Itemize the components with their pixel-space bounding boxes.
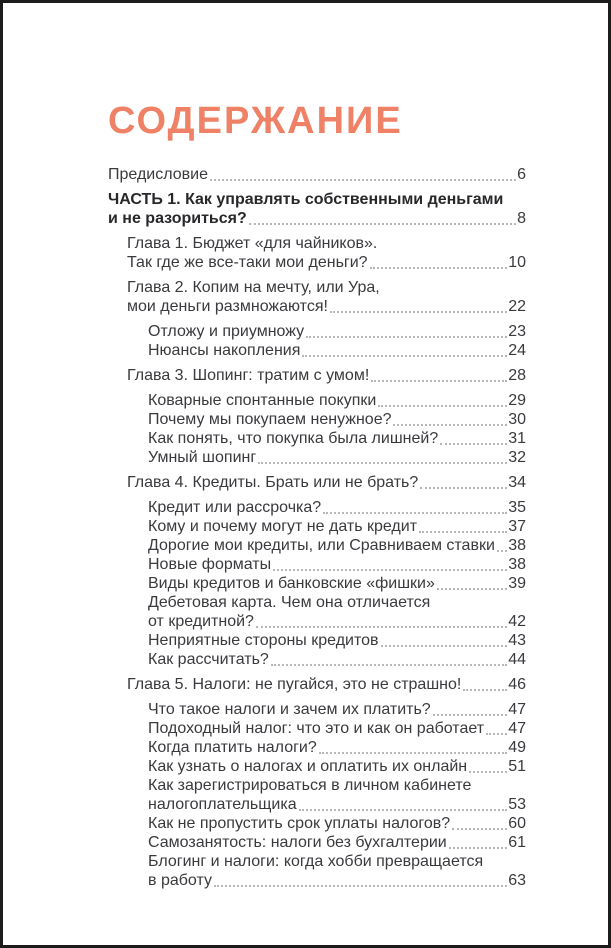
toc-entry-text: Так где же все-таки мои деньги? xyxy=(127,254,368,271)
toc-entry-text: Почему мы покупаем ненужное? xyxy=(148,411,392,428)
dotted-leader xyxy=(449,847,507,849)
toc-entry xyxy=(108,814,526,833)
toc-entry-text: Умный шопинг xyxy=(148,449,257,466)
dotted-leader xyxy=(437,588,507,590)
toc-entry xyxy=(108,448,526,467)
toc-entry-text: Глава 2. Копим на мечту, или Ура, xyxy=(127,279,380,296)
page-title: СОДЕРЖАНИЕ xyxy=(108,100,403,142)
toc-entry-text: Как не пропустить срок уплаты налогов? xyxy=(148,815,451,832)
dotted-leader xyxy=(258,462,507,464)
dotted-leader xyxy=(271,664,507,666)
toc-entry-text: Самозанятость: налоги без бухгалтерии xyxy=(148,834,447,851)
page-number: 39 xyxy=(508,575,526,592)
toc-entry xyxy=(108,341,526,360)
toc-entry xyxy=(108,700,526,719)
toc-entry-text: Предисловие xyxy=(108,166,208,183)
dotted-leader xyxy=(433,714,508,716)
dotted-leader xyxy=(469,771,507,773)
toc-entry xyxy=(108,517,526,536)
toc-entry xyxy=(108,410,526,429)
page-number: 8 xyxy=(517,210,526,227)
toc-entry-text: ЧАСТЬ 1. Как управлять собственными деньгами xyxy=(108,191,504,208)
toc-entry xyxy=(108,429,526,448)
page-number: 42 xyxy=(508,613,526,630)
page-number: 38 xyxy=(508,537,526,554)
toc-entry xyxy=(108,165,526,184)
page-number: 63 xyxy=(508,872,526,889)
toc-entry xyxy=(108,675,526,694)
dotted-leader xyxy=(330,311,507,313)
toc-entry xyxy=(108,757,526,776)
toc-entry-text: Нюансы накопления xyxy=(148,342,301,359)
dotted-leader xyxy=(381,645,508,647)
toc-entry-text: Кредит или рассрочка? xyxy=(148,499,322,516)
page-number: 53 xyxy=(508,796,526,813)
toc-entry-text: Коварные спонтанные покупки xyxy=(148,392,377,409)
toc-entry-text: и не разориться? xyxy=(108,210,247,227)
page-number: 28 xyxy=(508,367,526,384)
page-number: 22 xyxy=(508,298,526,315)
dotted-leader xyxy=(299,809,508,811)
toc-entry-text: Глава 5. Налоги: не пугайся, это не страшно! xyxy=(127,676,462,693)
toc-entry xyxy=(108,574,526,593)
dotted-leader xyxy=(393,424,507,426)
toc-entry xyxy=(108,833,526,852)
dotted-leader xyxy=(319,752,507,754)
dotted-leader xyxy=(419,531,507,533)
toc-entry-text: Как понять, что покупка была лишней? xyxy=(148,430,439,447)
page-number: 46 xyxy=(508,676,526,693)
page-number: 61 xyxy=(508,834,526,851)
dotted-leader xyxy=(370,267,508,269)
toc-entry xyxy=(108,498,526,517)
toc-entry-text: Новые форматы xyxy=(148,556,272,573)
toc-entry xyxy=(108,234,526,272)
toc-entry-text: Глава 3. Шопинг: тратим с умом! xyxy=(127,367,370,384)
page-number: 29 xyxy=(508,392,526,409)
dotted-leader xyxy=(302,355,507,357)
page-number: 35 xyxy=(508,499,526,516)
toc-entry xyxy=(108,190,526,228)
toc-list xyxy=(108,165,526,890)
toc-entry-text: Как зарегистрироваться в личном кабинете xyxy=(148,777,472,794)
toc-entry xyxy=(108,719,526,738)
page-number: 34 xyxy=(508,474,526,491)
toc-entry-text: налогоплательщика xyxy=(148,796,297,813)
dotted-leader xyxy=(256,626,507,628)
toc-entry xyxy=(108,593,526,631)
dotted-leader xyxy=(420,487,507,489)
toc-entry xyxy=(108,391,526,410)
page-number: 43 xyxy=(508,632,526,649)
toc-entry-text: в работу xyxy=(148,872,212,889)
toc-entry xyxy=(108,278,526,316)
toc-entry xyxy=(108,852,526,890)
toc-entry-text: Как рассчитать? xyxy=(148,651,269,668)
toc-entry-text: мои деньги размножаются! xyxy=(127,298,328,315)
toc-entry-text: Блогинг и налоги: когда хобби превращается xyxy=(148,853,484,870)
dotted-leader xyxy=(210,179,516,181)
toc-entry xyxy=(108,322,526,341)
page-number: 30 xyxy=(508,411,526,428)
page-number: 47 xyxy=(508,720,526,737)
page-number: 10 xyxy=(508,254,526,271)
dotted-leader xyxy=(486,733,507,735)
toc-entry xyxy=(108,536,526,555)
page-number: 37 xyxy=(508,518,526,535)
toc-entry-text: Отложу и приумножу xyxy=(148,323,305,340)
page-number: 31 xyxy=(508,430,526,447)
toc-entry-text: Неприятные стороны кредитов xyxy=(148,632,379,649)
dotted-leader xyxy=(273,569,507,571)
toc-entry-text: Виды кредитов и банковские «фишки» xyxy=(148,575,435,592)
page-number: 47 xyxy=(508,701,526,718)
toc-entry xyxy=(108,650,526,669)
page-number: 23 xyxy=(508,323,526,340)
dotted-leader xyxy=(452,828,507,830)
toc-entry xyxy=(108,631,526,650)
toc-entry-text: Подоходный налог: что это и как он работает xyxy=(148,720,485,737)
dotted-leader xyxy=(214,885,507,887)
page-number: 44 xyxy=(508,651,526,668)
toc-entry-text: Глава 1. Бюджет «для чайников». xyxy=(127,235,378,252)
toc-entry xyxy=(108,776,526,814)
page-number: 32 xyxy=(508,449,526,466)
toc-entry-text: Как узнать о налогах и оплатить их онлайн xyxy=(148,758,468,775)
toc-entry xyxy=(108,738,526,757)
dotted-leader xyxy=(497,550,507,552)
page-number: 24 xyxy=(508,342,526,359)
dotted-leader xyxy=(249,223,516,225)
toc-entry xyxy=(108,473,526,492)
page-number: 49 xyxy=(508,739,526,756)
dotted-leader xyxy=(463,689,507,691)
toc-entry-text: Что такое налоги и зачем их платить? xyxy=(148,701,431,718)
toc-entry xyxy=(108,555,526,574)
toc-entry-text: Когда платить налоги? xyxy=(148,739,317,756)
toc-entry-text: Дорогие мои кредиты, или Сравниваем ставки xyxy=(148,537,495,554)
toc-entry-text: Глава 4. Кредиты. Брать или не брать? xyxy=(127,474,419,491)
dotted-leader xyxy=(378,405,507,407)
toc-entry-text: от кредитной? xyxy=(148,613,254,630)
page-number: 38 xyxy=(508,556,526,573)
toc-entry xyxy=(108,366,526,385)
toc-entry-text: Дебетовая карта. Чем она отличается xyxy=(148,594,431,611)
dotted-leader xyxy=(371,380,507,382)
page-number: 51 xyxy=(508,758,526,775)
toc-entry-text: Кому и почему могут не дать кредит xyxy=(148,518,418,535)
page-number: 60 xyxy=(508,815,526,832)
dotted-leader xyxy=(323,512,507,514)
dotted-leader xyxy=(306,336,507,338)
dotted-leader xyxy=(440,443,507,445)
page-number: 6 xyxy=(517,166,526,183)
